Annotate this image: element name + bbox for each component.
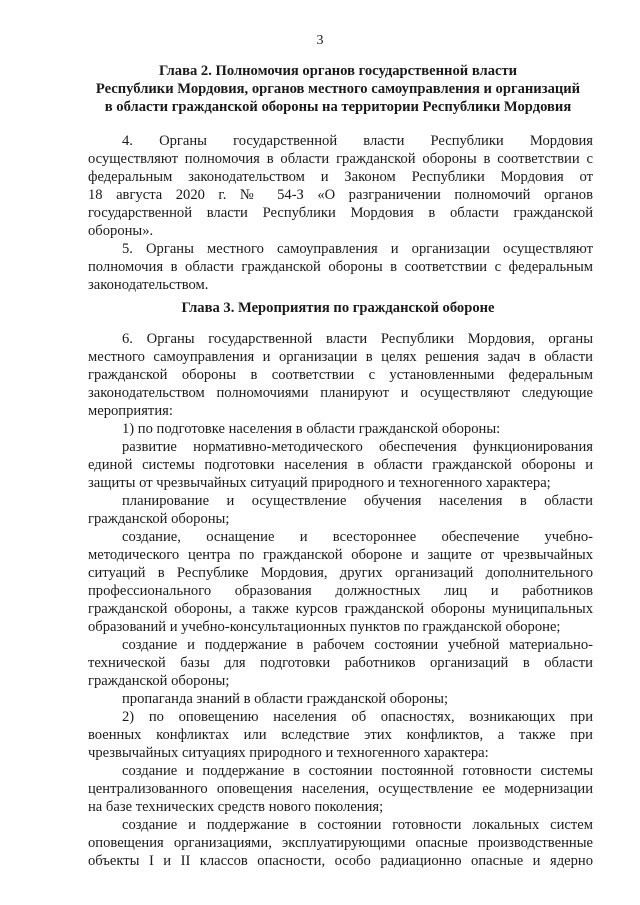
text-line: технической базы для подготовки работников организаций в области	[88, 655, 593, 671]
text-line: 5. Органы местного самоуправления и организации осуществляют	[122, 241, 593, 257]
text-line: 18 августа 2020 г. № 54-З «О разграничении полномочий органов	[88, 187, 593, 203]
text-line: гражданской обороны, а также курсов гражданской обороны муниципальных	[88, 601, 593, 617]
chapter-2-heading-line: Глава 2. Полномочия органов государственной власти	[158, 63, 518, 79]
text-line: обороны».	[88, 223, 154, 239]
text-line: чрезвычайных ситуациях природного и техногенного характера:	[88, 745, 489, 761]
page-number: 3	[316, 33, 324, 48]
text-line: планирование и осуществление обучения населения в области	[122, 493, 593, 509]
chapter-2-heading	[88, 62, 588, 116]
text-line: военных конфликтах или вследствие этих конфликтов, а также при	[88, 727, 593, 743]
text-line: мероприятия:	[88, 403, 173, 419]
text-line: образований и учебно-консультационных пунктов по гражданской обороне;	[88, 619, 561, 635]
chapter-2-heading-line: Республики Мордовия, органов местного самоуправления и организаций	[95, 81, 581, 97]
text-line: гражданской обороны;	[88, 673, 230, 689]
text-line: законодательством полномочиями планируют и осуществляют следующие	[88, 385, 593, 401]
text-line: защиты от чрезвычайных ситуаций природного и техногенного характера;	[88, 475, 551, 491]
text-line: создание и поддержание в состоянии готовности локальных систем	[122, 817, 593, 833]
text-line: гражданской обороны;	[88, 511, 230, 527]
text-line: создание и поддержание в состоянии постоянной готовности системы	[122, 763, 593, 779]
text-line: полномочия в области гражданской обороны в соответствии с федеральным	[88, 259, 593, 275]
text-line: федеральным законодательством и Законом Республики Мордовия от	[88, 169, 593, 185]
text-line: оповещения организациями, эксплуатирующими опасные производственные	[88, 835, 593, 851]
text-line: пропаганда знаний в области гражданской обороны;	[122, 691, 449, 707]
text-line: развитие нормативно-методического обеспечения функционирования	[122, 439, 593, 455]
text-line: местного самоуправления и организации в целях решения задач в области	[88, 349, 593, 365]
text-line: государственной власти Республики Мордовия в области гражданской	[88, 205, 593, 221]
text-line: ситуаций в Республике Мордовия, других организаций дополнительного	[88, 565, 593, 581]
text-line: законодательством.	[88, 277, 209, 293]
chapter-3-heading: Глава 3. Мероприятия по гражданской обороне	[181, 300, 495, 316]
text-line: гражданской обороны в соответствии с установленными федеральным	[88, 367, 593, 383]
text-line: объекты I и II классов опасности, особо радиационно опасные и ядерно	[88, 853, 593, 869]
text-line: методического центра по гражданской обороне и защите от чрезвычайных	[88, 547, 593, 563]
text-line: 2) по оповещению населения об опасностях, возникающих при	[122, 709, 593, 725]
text-line: 6. Органы государственной власти Республики Мордовия, органы	[122, 331, 593, 347]
text-line: на базе технических средств нового поколения;	[88, 799, 384, 815]
text-line: создание и поддержание в рабочем состоянии учебной материально-	[122, 637, 593, 653]
text-line: осуществляют полномочия в области гражданской обороны в соответствии с	[88, 151, 593, 167]
text-line: профессионального образования должностных лиц и работников	[88, 583, 593, 599]
text-line: 1) по подготовке населения в области гражданской обороны:	[122, 421, 501, 437]
text-line: централизованного оповещения населения, осуществление ее модернизации	[88, 781, 593, 797]
chapter-2-heading-line: в области гражданской обороны на территории Республики Мордовия	[104, 99, 572, 115]
text-line: 4. Органы государственной власти Республики Мордовия	[122, 133, 593, 149]
text-line: создание, оснащение и всестороннее обеспечение учебно-	[122, 529, 593, 545]
text-line: единой системы подготовки населения в области гражданской обороны и	[88, 457, 593, 473]
